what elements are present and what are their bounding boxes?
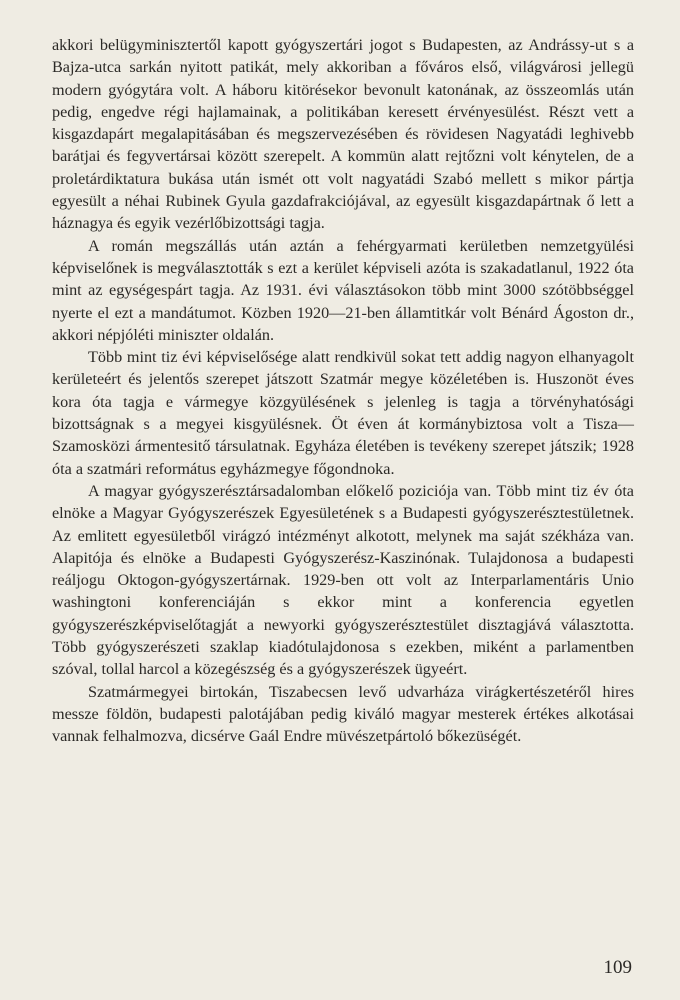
paragraph-5: Szatmármegyei birtokán, Tiszabecsen levő udvarháza virágkertészetéről hires messze földön, budapesti palotájában pedig kiváló magyar mesterek értékes alkotásai vannak felhalmozva, dicsérve Gaál Endre müvészetpártoló bőkezüségét. [52, 682, 634, 746]
paragraph-3: Több mint tiz évi képviselősége alatt rendkivül sokat tett addig nagyon elhanyagolt kerületeért és jelentős szerepet játszott Szatmár megye közéletében is. Huszonöt éves kora óta tagja e vármegye közgyülésének s jelenleg is tagja a törvényhatósági bizottságnak s a megyei kisgyülésnek. Öt éven át kormánybiztosa volt a Tisza—Szamosközi ármentesitő társulatnak. Egyháza életében is tevékeny szerepet játszik; 1928 óta a szatmári református egyházmegye főgondnoka. [52, 348, 634, 478]
paragraph-4: A magyar gyógyszerésztársadalomban előkelő poziciója van. Több mint tiz év óta elnöke a Magyar Gyógyszerészek Egyesületének s a Budapesti gyógyszerésztestületnek. Az emlitett egyesületből virágzó intézményt alkotott, melynek ma saját székháza van. Alapitója és elnöke a Budapesti Gyógyszerész-Kaszinónak. Tulajdonosa a budapesti reáljogu Oktogon-gyógyszertárnak. 1929-ben ott volt az Interparlamentáris Unio washingtoni konferenciáján s ekkor mint a konferencia egyetlen gyógyszerészképviselőtagját a newyorki gyógyszerésztestület disztagjává választotta. Több gyógyszerészeti szaklap kiadótulajdonosa s ezekben, miként a parlamentben szóval, tollal harcol a közegészség és a gyógyszerészek ügyeért. [52, 481, 634, 679]
paragraph-1: akkori belügyminisztertől kapott gyógyszertári jogot s Budapesten, az Andrássy-ut s a Bajza-utca sarkán nyitott patikát, mely akkoriban a főváros első, világvárosi jellegü modern gyógytára volt. A háboru kitörésekor bevonult katonának, az összeomlás után pedig, engedve régi hajlamainak, a politikában keresett érvényesülést. Részt vett a kisgazdapárt megalapitásában és megszervezésében és rövidesen Nagyatádi leghivebb barátjai és fegyvertársai között szerepelt. A kommün alatt rejtőzni volt kénytelen, de a proletárdiktatura bukása után ismét ott volt nagyatádi Szabó mellett s mikor pártja egyesült a néhai Rubinek Gyula gazdafrakciójával, az egyesült kisgazdapártnak ő lett a háznagya és egyik vezérlőbizottsági tagja. [52, 36, 634, 233]
page-number: 109 [603, 957, 632, 978]
paragraph-2: A román megszállás után aztán a fehérgyarmati kerületben nemzetgyülési képviselőnek is megválasztották s ezt a kerület képviseli azóta is szakadatlanul, 1922 óta mint az egységespárt tagja. Az 1931. évi választásokon több mint 3000 szótöbbséggel nyerte el ezt a mandátumot. Közben 1920—21-ben államtitkár volt Bénárd Ágoston dr., akkori népjóléti miniszter oldalán. [52, 236, 634, 344]
body-text [52, 34, 634, 748]
